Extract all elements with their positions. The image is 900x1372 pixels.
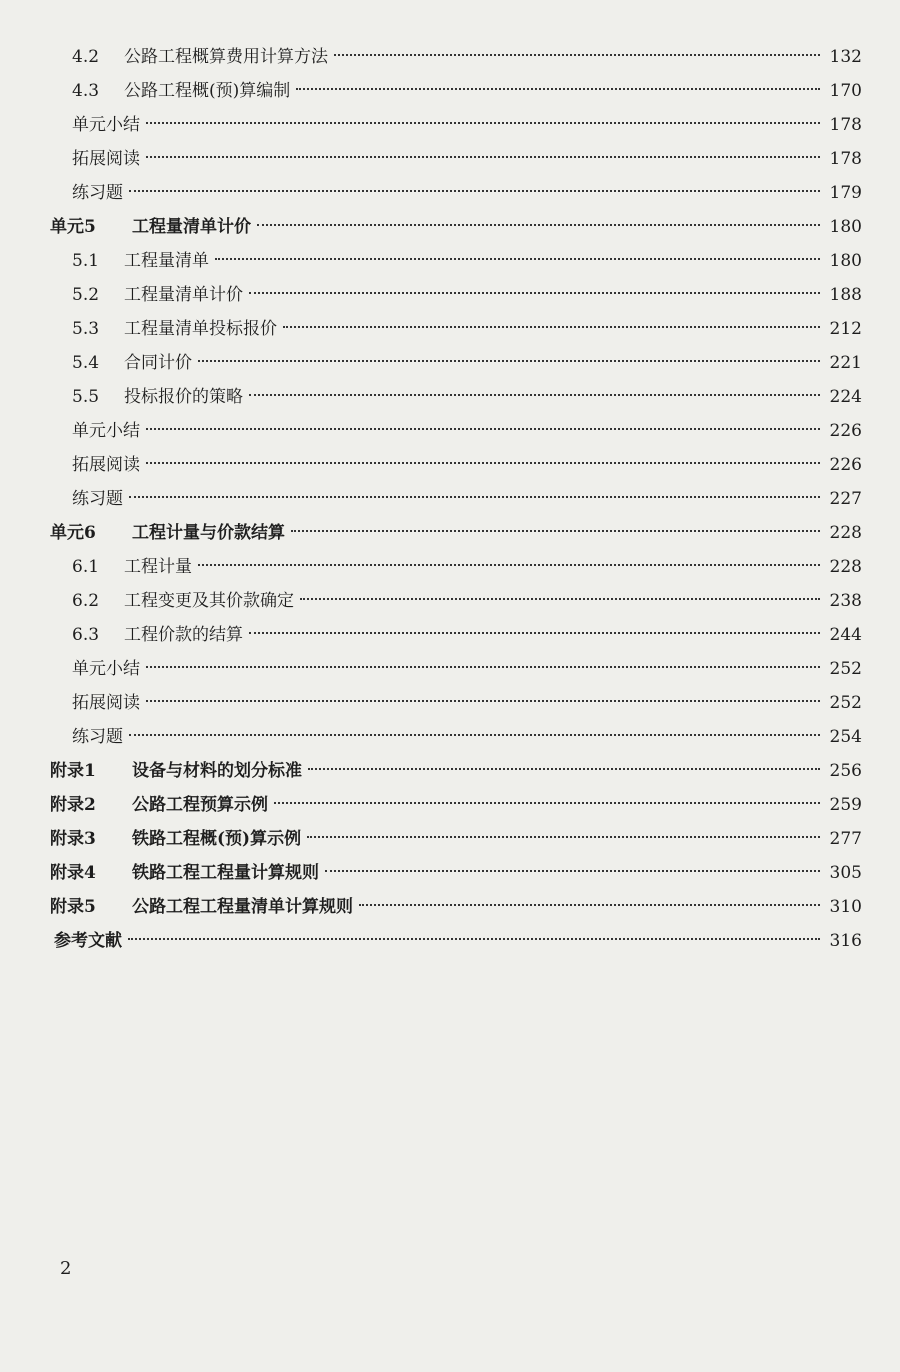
toc-entry-page: 178 — [829, 149, 862, 169]
toc-entry — [50, 822, 862, 856]
toc-entry-title: 练习题 — [72, 183, 123, 203]
toc-entry — [50, 720, 862, 754]
toc-entry — [50, 312, 862, 346]
dot-leader — [129, 190, 820, 192]
toc-entry-title: 工程计量 — [124, 557, 192, 577]
toc-entry-page: 228 — [829, 557, 862, 577]
toc-entry-title: 拓展阅读 — [72, 693, 140, 713]
dot-leader — [257, 224, 820, 226]
toc-entry-number: 5.5 — [72, 387, 100, 407]
toc-entry-number: 附录1 — [50, 761, 96, 781]
toc-entry-page: 244 — [829, 625, 862, 645]
toc-entry-title: 练习题 — [72, 489, 123, 509]
dot-leader — [249, 394, 820, 396]
toc-entry — [50, 346, 862, 380]
toc-entry-page: 227 — [829, 489, 862, 509]
toc-entry-number: 6.3 — [72, 625, 100, 645]
toc-entry-page: 238 — [829, 591, 862, 611]
toc-entry — [50, 210, 862, 244]
dot-leader — [128, 938, 820, 940]
toc-entry-page: 188 — [829, 285, 862, 305]
toc-entry — [50, 414, 862, 448]
toc-entry — [50, 448, 862, 482]
toc-entry-page: 254 — [829, 727, 862, 747]
toc-entry-title: 工程价款的结算 — [124, 625, 243, 645]
dot-leader — [283, 326, 820, 328]
toc-entry — [50, 380, 862, 414]
toc-entry — [50, 652, 862, 686]
toc-entry-number: 5.3 — [72, 319, 100, 339]
toc-entry-page: 316 — [829, 931, 862, 951]
toc-entry — [50, 278, 862, 312]
dot-leader — [291, 530, 820, 532]
toc-entry-number: 4.2 — [72, 47, 100, 67]
toc-entry — [50, 516, 862, 550]
toc-entry-title: 铁路工程工程量计算规则 — [132, 863, 319, 883]
toc-entry-title: 练习题 — [72, 727, 123, 747]
toc-entry-number: 6.1 — [72, 557, 100, 577]
toc-entry-page: 226 — [829, 421, 862, 441]
toc-entry-number: 5.2 — [72, 285, 100, 305]
toc-entry-page: 310 — [829, 897, 862, 917]
toc-entry-title: 工程量清单计价 — [124, 285, 243, 305]
toc-entry-page: 252 — [829, 659, 862, 679]
dot-leader — [215, 258, 820, 260]
toc-entry — [50, 584, 862, 618]
dot-leader — [198, 564, 820, 566]
toc-entry-number: 5.1 — [72, 251, 100, 271]
toc-entry — [50, 618, 862, 652]
toc-entry — [50, 550, 862, 584]
toc-entry — [50, 754, 862, 788]
toc-entry — [50, 924, 862, 958]
toc-entry-page: 224 — [829, 387, 862, 407]
toc-entry-number: 附录2 — [50, 795, 96, 815]
toc-entry-title: 铁路工程概(预)算示例 — [132, 829, 302, 849]
dot-leader — [307, 836, 820, 838]
toc-entry-title: 单元小结 — [72, 659, 140, 679]
toc-entry-page: 226 — [829, 455, 862, 475]
toc-entry-number: 附录5 — [50, 897, 96, 917]
toc-entry-page: 179 — [829, 183, 862, 203]
table-of-contents — [50, 40, 862, 958]
dot-leader — [146, 700, 820, 702]
toc-entry-title: 拓展阅读 — [72, 149, 140, 169]
dot-leader — [334, 54, 820, 56]
toc-entry-page: 180 — [829, 251, 862, 271]
dot-leader — [146, 122, 820, 124]
toc-entry — [50, 788, 862, 822]
toc-entry — [50, 40, 862, 74]
toc-entry — [50, 176, 862, 210]
toc-entry-title: 工程量清单投标报价 — [124, 319, 277, 339]
toc-entry-title: 单元小结 — [72, 421, 140, 441]
dot-leader — [146, 428, 820, 430]
dot-leader — [146, 156, 820, 158]
toc-entry — [50, 74, 862, 108]
toc-entry-number: 单元5 — [50, 217, 96, 237]
dot-leader — [359, 904, 820, 906]
dot-leader — [300, 598, 820, 600]
toc-entry-number: 5.4 — [72, 353, 100, 373]
toc-entry-title: 公路工程概(预)算编制 — [124, 81, 291, 101]
toc-entry — [50, 686, 862, 720]
dot-leader — [296, 88, 820, 90]
toc-entry-title: 投标报价的策略 — [124, 387, 243, 407]
toc-entry-page: 305 — [829, 863, 862, 883]
toc-entry-title: 公路工程概算费用计算方法 — [124, 47, 328, 67]
toc-entry-page: 259 — [829, 795, 862, 815]
toc-entry — [50, 856, 862, 890]
toc-entry — [50, 142, 862, 176]
toc-entry-number: 附录3 — [50, 829, 96, 849]
toc-entry-title: 工程变更及其价款确定 — [124, 591, 294, 611]
toc-entry — [50, 244, 862, 278]
toc-entry-title: 参考文献 — [54, 931, 122, 951]
toc-entry-title: 拓展阅读 — [72, 455, 140, 475]
toc-entry-title: 合同计价 — [124, 353, 192, 373]
toc-entry-title: 工程量清单 — [124, 251, 209, 271]
toc-entry-page: 228 — [829, 523, 862, 543]
dot-leader — [308, 768, 820, 770]
toc-entry — [50, 890, 862, 924]
dot-leader — [198, 360, 820, 362]
page-number: 2 — [60, 1258, 72, 1279]
toc-entry-page: 178 — [829, 115, 862, 135]
toc-entry-page: 256 — [829, 761, 862, 781]
dot-leader — [129, 734, 820, 736]
dot-leader — [249, 632, 820, 634]
toc-entry-page: 180 — [829, 217, 862, 237]
toc-entry-number: 6.2 — [72, 591, 100, 611]
toc-entry-page: 212 — [829, 319, 862, 339]
dot-leader — [249, 292, 820, 294]
dot-leader — [325, 870, 820, 872]
toc-entry-page: 277 — [829, 829, 862, 849]
toc-entry-page: 132 — [829, 47, 862, 67]
toc-entry — [50, 482, 862, 516]
toc-entry-title: 单元小结 — [72, 115, 140, 135]
dot-leader — [129, 496, 820, 498]
toc-entry-title: 公路工程预算示例 — [132, 795, 268, 815]
toc-entry-number: 附录4 — [50, 863, 96, 883]
toc-entry-title: 工程量清单计价 — [132, 217, 251, 237]
dot-leader — [146, 462, 820, 464]
toc-entry-number: 单元6 — [50, 523, 96, 543]
toc-entry-title: 工程计量与价款结算 — [132, 523, 285, 543]
toc-entry-page: 170 — [829, 81, 862, 101]
toc-entry-page: 252 — [829, 693, 862, 713]
toc-entry-number: 4.3 — [72, 81, 100, 101]
toc-entry-page: 221 — [829, 353, 862, 373]
dot-leader — [274, 802, 820, 804]
toc-entry-title: 设备与材料的划分标准 — [132, 761, 302, 781]
toc-entry-title: 公路工程工程量清单计算规则 — [132, 897, 353, 917]
toc-entry — [50, 108, 862, 142]
dot-leader — [146, 666, 820, 668]
